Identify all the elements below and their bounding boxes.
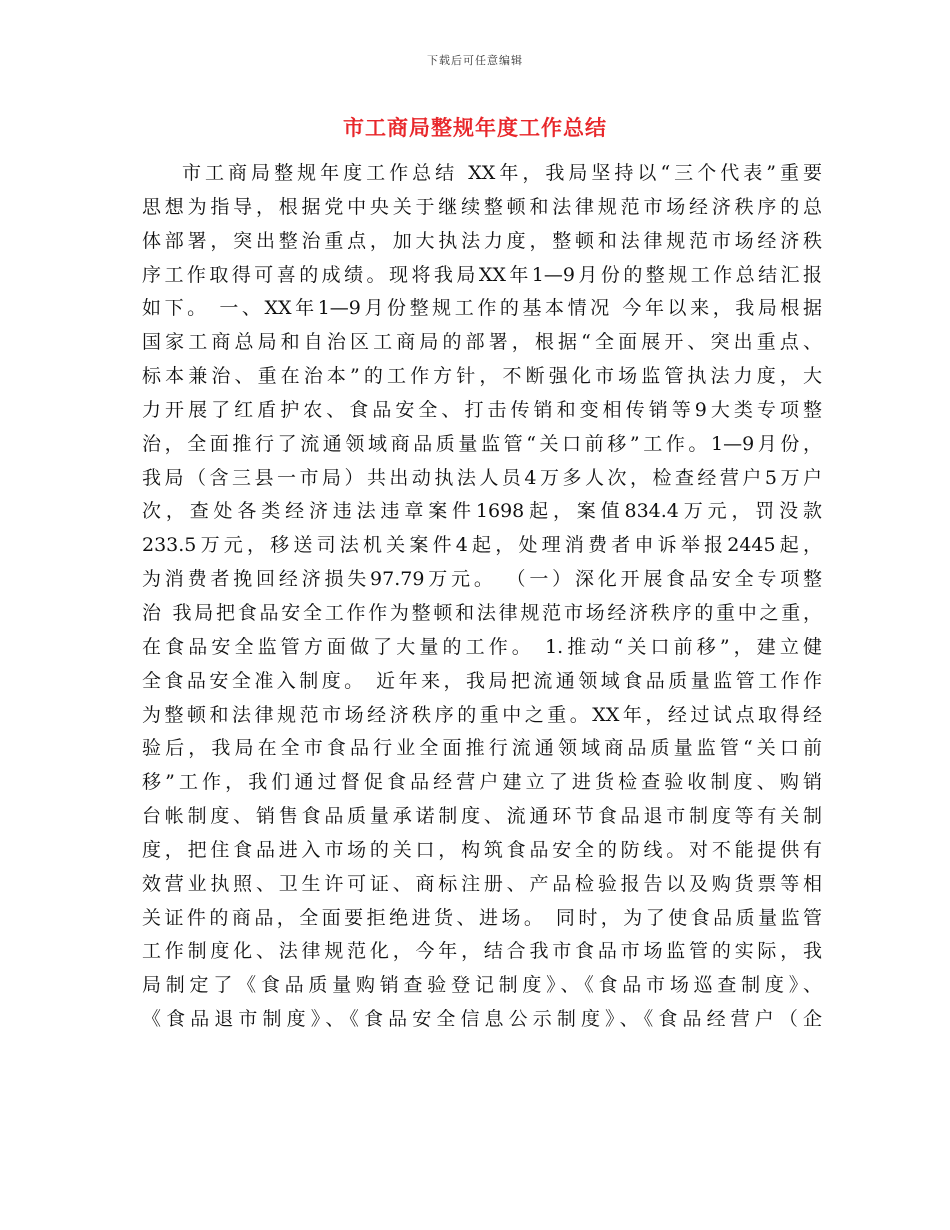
document-body: [142, 157, 822, 1037]
body-line: 全食品安全准入制度。 近年来，我局把流通领域食品质量监管工作作: [142, 669, 822, 692]
body-line: 关证件的商品，全面要拒绝进货、进场。 同时，为了使食品质量监管: [142, 906, 822, 929]
body-line: 标本兼治、重在治本”的工作方针，不断强化市场监管执法力度，大: [142, 365, 822, 388]
body-line: 国家工商总局和自治区工商局的部署，根据“全面展开、突出重点、: [142, 331, 822, 354]
document-title: 市工商局整规年度工作总结: [343, 115, 607, 140]
body-line: 治 我局把食品安全工作作为整顿和法律规范市场经济秩序的重中之重，: [142, 601, 822, 624]
body-line: 度，把住食品进入市场的关口，构筑食品安全的防线。对不能提供有: [142, 838, 822, 861]
body-line: 工作制度化、法律规范化，今年，结合我市食品市场监管的实际，我: [142, 940, 822, 963]
body-line: 思想为指导，根据党中央关于继续整顿和法律规范市场经济秩序的总: [142, 195, 822, 218]
body-line: 《食品退市制度》、《食品安全信息公示制度》、《食品经营户（企: [142, 1008, 822, 1031]
body-line: 市工商局整规年度工作总结 XX年，我局坚持以“三个代表”重要: [182, 162, 822, 184]
body-line: 力开展了红盾护农、食品安全、打击传销和变相传销等9大类专项整: [142, 398, 822, 421]
body-line: 如下。 一、XX年1—9月份整规工作的基本情况 今年以来，我局根据: [142, 297, 822, 320]
body-line: 次，查处各类经济违法违章案件1698起，案值834.4万元，罚没款: [142, 500, 822, 523]
body-line: 治，全面推行了流通领域商品质量监管“关口前移”工作。1—9月份，: [142, 432, 822, 455]
body-line: 为整顿和法律规范市场经济秩序的重中之重。XX年，经过试点取得经: [142, 703, 822, 726]
body-line: 序工作取得可喜的成绩。现将我局XX年1—9月份的整规工作总结汇报: [142, 263, 822, 286]
body-line: 在食品安全监管方面做了大量的工作。 1.推动“关口前移”，建立健: [142, 635, 822, 658]
body-line: 我局（含三县一市局）共出动执法人员4万多人次，检查经营户5万户: [142, 466, 822, 489]
body-line: 台帐制度、销售食品质量承诺制度、流通环节食品退市制度等有关制: [142, 805, 822, 828]
body-line: 验后，我局在全市食品行业全面推行流通领域商品质量监管“关口前: [142, 737, 822, 760]
body-line: 局制定了《食品质量购销查验登记制度》、《食品市场巡查制度》、: [142, 974, 822, 997]
body-line: 效营业执照、卫生许可证、商标注册、产品检验报告以及购货票等相: [142, 872, 822, 895]
body-line: 为消费者挽回经济损失97.79万元。 （一）深化开展食品安全专项整: [142, 568, 822, 591]
body-line: 体部署，突出整治重点，加大执法力度，整顿和法律规范市场经济秩: [142, 229, 822, 252]
body-line: 233.5万元，移送司法机关案件4起，处理消费者申诉举报2445起，: [142, 534, 822, 557]
page-header-note: 下载后可任意编辑: [427, 54, 523, 67]
body-line: 移”工作，我们通过督促食品经营户建立了进货检查验收制度、购销: [142, 771, 822, 794]
